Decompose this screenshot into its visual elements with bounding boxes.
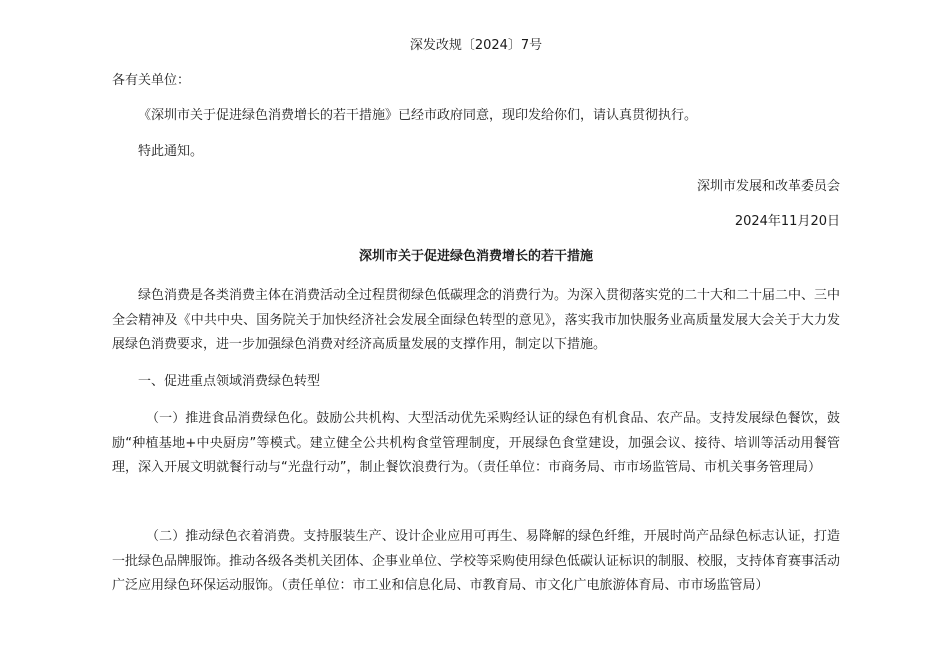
preamble-paragraph: 绿色消费是各类消费主体在消费活动全过程贯彻绿色低碳理念的消费行为。为深入贯彻落实党的二十大和二十届二中、三中全会精神及《中共中央、国务院关于加快经济社会发展全面绿色转型的意见》，落实我市加快服务业高质量发展大会关于大力发展绿色消费要求，进一步加强绿色消费对经济高质量发展的支撑作用，制定以下措施。 — [112, 288, 841, 352]
issue-date: 2024年11月20日 — [734, 214, 840, 229]
intro-paragraph: 《深圳市关于促进绿色消费增长的若干措施》已经市政府同意，现印发给你们，请认真贯彻执行。 — [138, 108, 698, 123]
measure-item-1: （一）推进食品消费绿色化。鼓励公共机构、大型活动优先采购经认证的绿色有机食品、农产品。支持发展绿色餐饮，鼓励“种植基地+中央厨房”等模式。建立健全公共机构食堂管理制度，开展绿色食堂建设，加强会议、接待、培训等活动用餐管理，深入开展文明就餐行动与“光盘行动”，制止餐饮浪费行为。（责任单位：市商务局、市市场监管局、市机关事务管理局） — [112, 411, 840, 475]
issuer: 深圳市发展和改革委员会 — [696, 179, 840, 194]
measure-item-2: （二）推动绿色衣着消费。支持服装生产、设计企业应用可再生、易降解的绿色纤维，开展时尚产品绿色标志认证，打造一批绿色品牌服饰。推动各级各类机关团体、企事业单位、学校等采购使用绿色低碳认证标识的制服、校服，支持体育赛事活动广泛应用绿色环保运动服饰。（责任单位：市工业和信息化局、市教育局、市文化广电旅游体育局、市市场监管局） — [112, 529, 841, 593]
section-heading-1: 一、促进重点领域消费绿色转型 — [138, 374, 321, 389]
salutation: 各有关单位： — [112, 73, 191, 88]
notice-text: 特此通知。 — [138, 144, 204, 159]
doc-number: 深发改规〔2024〕7号 — [409, 38, 543, 53]
document-title: 深圳市关于促进绿色消费增长的若干措施 — [358, 249, 593, 264]
